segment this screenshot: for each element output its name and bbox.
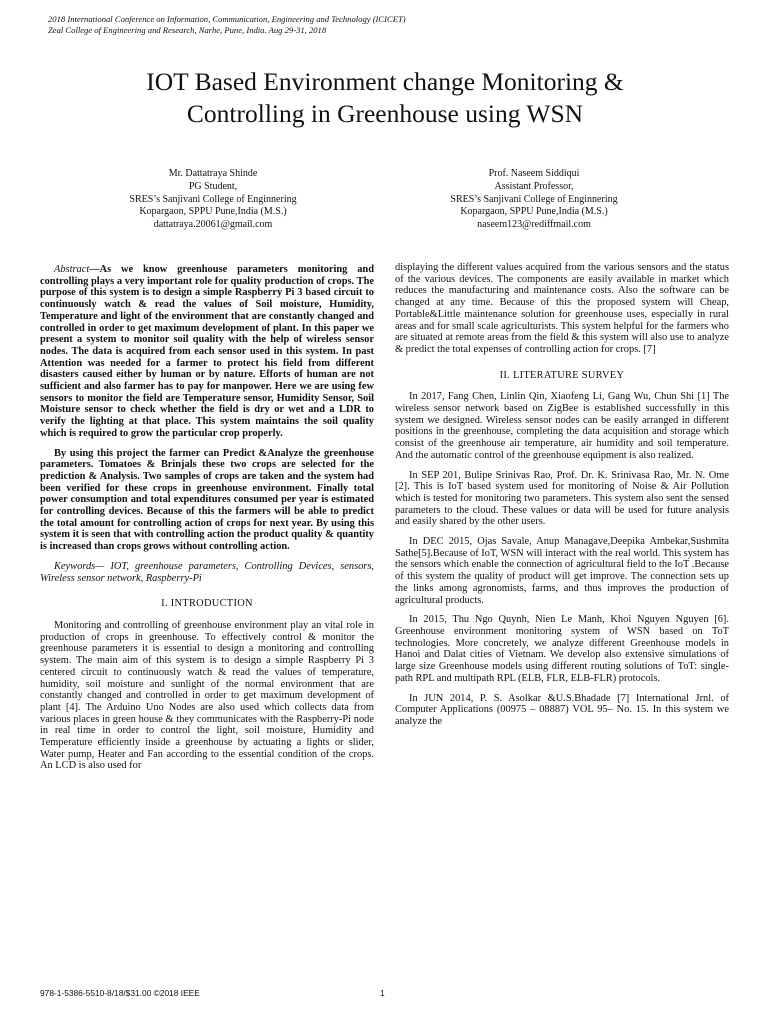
author-college: SRES’s Sanjivani College of Enginnering: [450, 193, 618, 205]
author-name: Prof. Naseem Siddiqui: [488, 168, 580, 179]
abstract-text-1: As we know greenhouse parameters monitoring and controlling plays a very important role for quality production of crops. The purpose of this system is to design a simple Raspberry Pi 3 based circuit to continuously watch & read the values of Soil moisture, Humidity, Temperature and light of the environment that are constantly changed and controlled in order to get maximum development of plant. In this paper we present a system to monitor soil quality with the help of wireless sensor nodes. The data is acquired from each sensor used in this system. In past Attention was needed for a farmer to protect his field from different disasters caused either by human or by nature. Efforts of human are not sufficient and also farmer has to pay for manpower. Here we are using few sensors to monitor the field are Temperature sensor, Humidity Sensor, Soil Moisture sensor to check whether the field is dry or wet and a LDR to verify the lighting at that place. This system maintains the soil quality which is required to grow the particular crop properly.: [40, 264, 374, 439]
abstract-label: Abstract: [54, 264, 90, 275]
author-college: SRES’s Sanjivani College of Enginnering: [129, 193, 297, 205]
right-column: [395, 262, 729, 736]
author-email: naseem123@rediffmail.com: [477, 219, 591, 231]
author-name: Mr. Dattatraya Shinde: [168, 168, 258, 179]
survey-paragraph-3: In DEC 2015, Ojas Savale, Anup Managave,Deepika Ambekar,Sushmita Sathe[5].Because of IoT, WSN will interact with the real world. This system has the sensors which enable the connection of agricultural field to the IoT .Because of this system the quality of product will get improve. The connection sets up the links among agronomists, farms, and thus improves the production of agricultural products.: [395, 536, 729, 606]
author-role: Assistant Professor,: [494, 180, 574, 192]
footer-isbn: 978-1-5386-5510-8/18/$31.00 ©2018 IEEE: [40, 988, 200, 998]
abstract-dash: —: [89, 264, 100, 275]
author-role: PG Student,: [188, 180, 238, 192]
author-location: Kopargaon, SPPU Pune,India (M.S.): [460, 206, 608, 218]
conference-header: [48, 14, 728, 36]
left-column: [40, 264, 374, 780]
title-line-2: Controlling in Greenhouse using WSN: [186, 99, 584, 128]
author-email: dattatraya.20061@gmail.com: [153, 219, 273, 231]
conference-line-2: Zeal College of Engineering and Research, Narhe, Pune, India. Aug 29-31, 2018: [48, 25, 327, 35]
section-heading-introduction: I. INTRODUCTION: [161, 598, 253, 610]
section-heading-literature-survey: II. LITERATURE SURVEY: [499, 369, 625, 381]
survey-paragraph-5: In JUN 2014, P. S. Asolkar &U.S.Bhadade [7] International Jrnl. of Computer Applications (00975 – 08887) VOL 95– No. 15. In this system we analyze the: [395, 692, 729, 727]
survey-paragraph-4: In 2015, Thu Ngo Quynh, Nien Le Manh, Khoi Nguyen Nguyen [6]. Greenhouse environment monitoring system of WSN based on ToT technologies. More concretely, we analyze different Greenhouse models in Hanoi and Dalat cities of Vietnam. We develop also extensive simulations of large size Greenhouse models using different routing solutions of ToT: single-path RPL and multipath RPL (ELB, FLR, ELB-FLR) protocols.: [395, 614, 729, 684]
intro-paragraph-continued: displaying the different values acquired from the various sensors and the status of the various devices. The components are easily available in market which reduces the manufacturing and maintenance costs. Also the software can be changed at any time. Because of this the proposed system will Cheap, Portable&Little maintenance solution for greenhouse uses, especially in rural areas and for small scale agriculturists. This system helpful for the farmers who are situated at remote areas from the field & this system will also use to analyze & predict the total expenses of controlling action for crops. [7]: [395, 262, 729, 355]
intro-paragraph-1: Monitoring and controlling of greenhouse environment play an vital role in production of crops in greenhouse. To effectively control & monitor the greenhouse parameters it is essential to design a monitoring and controlling system. The main aim of this system is to design a simple Raspberry Pi 3 centered circuit to continuously watch & read the values of temperature, humidity, soil moisture and sunlight of the normal environment that are constantly changed and controlled in order to get maximum development of plant [4]. The Arduino Uno Nodes are also used which collects data from various places in green house & they communicates with the Raspberry-Pi node in real time in order to control the light, soil moisture, Humidity and Temperature efficiently inside a greenhouse by actuating a lights or slider, Water pump, Heater and Fan according to the essential condition of the crops. An LCD is also used for: [40, 619, 374, 772]
author-block-2: [409, 168, 659, 232]
page-number: 1: [380, 988, 385, 998]
survey-paragraph-1: In 2017, Fang Chen, Linlin Qin, Xiaofeng Li, Gang Wu, Chun Shi [1] The wireless sensor network based on ZigBee is established successfully in this system we designed. Wireless sensor nodes can be easily arranged in different positions in the greenhouse, completing the data acquisition and storage which consist of the greenhouse air temperature, air humidity and soil temperature. And the automatic control of the greenhouse equipment is also realized.: [395, 391, 729, 461]
author-location: Kopargaon, SPPU Pune,India (M.S.): [139, 206, 287, 218]
conference-line-1: 2018 International Conference on Information, Communication, Engineering and Technology (ICICET): [48, 14, 406, 24]
abstract-paragraph-2: By using this project the farmer can Predict &Analyze the greenhouse parameters. Tomatoes & Brinjals these two crops are selected for the prediction & Analysis. Two samples of crops are taken and the system had been verified for these crops in greenhouse environment. Finally total power consumption and total expenditures consumed per year is estimated for controlling devices. Because of this the farmers will be able to predict the total amount for controlling action of crops for next year. By using this system it is seen that with controlling action the product quality & quantity is increased than crops grows without controlling action.: [40, 447, 374, 553]
keywords: Keywords— IOT, greenhouse parameters, Controlling Devices, sensors, Wireless sensor network, Raspberry-Pi: [40, 560, 374, 584]
abstract-paragraph-1: [40, 264, 374, 440]
title-line-1: IOT Based Environment change Monitoring &: [146, 67, 624, 96]
paper-title: [40, 66, 730, 130]
abstract: [40, 264, 374, 553]
author-block-1: [88, 168, 338, 232]
survey-paragraph-2: In SEP 201, Bulipe Srinivas Rao, Prof. Dr. K. Srinivasa Rao, Mr. N. Ome [2]. This is IoT based system used for monitoring of Noise & Air Pollution which is tested for monitoring two parameters. This system also sent the sensed parameters to the cloud. These values or data will be used for future analysis and easily shared by the other users.: [395, 469, 729, 528]
